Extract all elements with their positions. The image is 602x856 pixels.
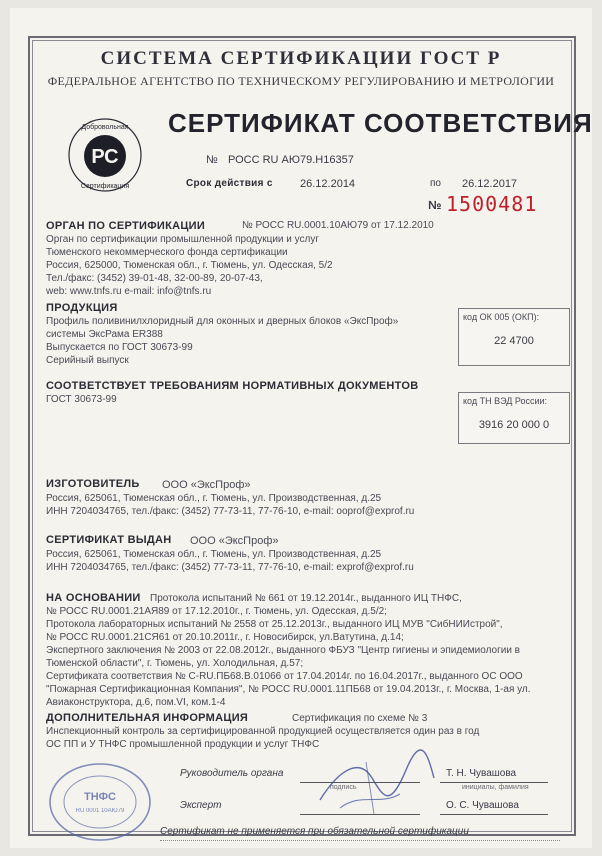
basis-line-6: Сертификата соответствия № С-RU.ПБ68.В.01066 от 17.04.2014г. по 16.04.2017г., выданного ОС ООО — [46, 671, 523, 682]
expert-name-line — [440, 814, 548, 815]
cert-body-line-2: Тюменского некоммерческого фонда сертификации — [46, 247, 288, 258]
issued-to-line-1: Россия, 625061, Тюменская обл., г. Тюмень, ул. Производственная, д.25 — [46, 549, 382, 560]
head-sign-caption: подпись — [330, 784, 357, 791]
manufacturer-name: ООО «ЭксПроф» — [162, 479, 251, 491]
tnved-code-box — [458, 392, 570, 444]
cert-body-label: ОРГАН ПО СЕРТИФИКАЦИИ — [46, 220, 206, 232]
cert-body-line-5: web: www.tnfs.ru e-mail: info@tnfs.ru — [46, 286, 212, 297]
conformity-label: СООТВЕТСТВУЕТ ТРЕБОВАНИЯМ НОРМАТИВНЫХ ДОКУМЕНТОВ — [46, 380, 419, 392]
cert-body-line-3: Россия, 625000, Тюменская обл., г. Тюмень, ул. Одесская, 5/2 — [46, 260, 333, 271]
logo-top-text: Добровольная — [81, 124, 129, 131]
issued-to-label: СЕРТИФИКАТ ВЫДАН — [46, 534, 172, 546]
additional-line-2: ОС ПП и У ТНФС промышленной продукции и услуг ТНФС — [46, 739, 320, 750]
certificate-title: СЕРТИФИКАТ СООТВЕТСТВИЯ — [168, 108, 593, 138]
stamp-code: RU 0001 10АЮ79 — [75, 808, 125, 814]
validity-label: Срок действия с — [186, 178, 273, 189]
additional-label: ДОПОЛНИТЕЛЬНАЯ ИНФОРМАЦИЯ — [46, 712, 249, 724]
manufacturer-line-1: Россия, 625061, Тюменская обл., г. Тюмень, ул. Производственная, д.25 — [46, 493, 382, 504]
head-name: Т. Н. Чувашова — [446, 768, 517, 779]
serial-prefix: № — [428, 198, 442, 212]
head-label: Руководитель органа — [180, 768, 284, 779]
basis-label: НА ОСНОВАНИИ — [46, 592, 141, 604]
tnved-code-value: 3916 20 000 0 — [478, 419, 550, 431]
logo-bottom-text: Сертификация — [80, 183, 130, 190]
footer-divider — [160, 840, 560, 841]
additional-scheme: Сертификация по схеме № 3 — [292, 713, 428, 724]
expert-name: О. С. Чувашова — [446, 800, 519, 811]
okp-code-box — [458, 308, 570, 366]
basis-line-5: Тюменской области", г. Тюмень, ул. Холодильная, д.57; — [46, 658, 304, 669]
stamp-text: ТНФС — [84, 791, 116, 803]
round-stamp — [42, 756, 164, 844]
product-label: ПРОДУКЦИЯ — [46, 302, 118, 314]
logo-mark: РС — [91, 146, 119, 168]
manufacturer-label: ИЗГОТОВИТЕЛЬ — [46, 478, 140, 490]
valid-to: 26.12.2017 — [462, 178, 518, 190]
reg-number-prefix: № — [206, 154, 218, 166]
basis-first-line: Протокола испытаний № 661 от 19.12.2014г., выданного ИЦ ТНФС, — [150, 593, 462, 604]
cert-body-line-1: Орган по сертификации промышленной продукции и услуг — [46, 234, 320, 245]
cert-body-reg: № РОСС RU.0001.10АЮ79 от 17.12.2010 — [242, 220, 434, 231]
basis-line-3: № РОСС RU.0001.21СЯ61 от 20.10.2011г., г. Новосибирск, ул.Ватутина, д.14; — [46, 632, 404, 643]
issued-to-line-2: ИНН 7204034765, тел./факс: (3452) 77-73-11, 77-76-10, e-mail: exprof@exprof.ru — [46, 562, 414, 573]
certificate-sheet — [10, 8, 592, 848]
product-line-3: Выпускается по ГОСТ 30673-99 — [46, 342, 193, 353]
tnved-code-caption: код ТН ВЭД России: — [463, 396, 548, 406]
basis-line-1: № РОСС RU.0001.21АЯ89 от 17.12.2010г., г. Тюмень, ул. Одесская, д.5/2; — [46, 606, 387, 617]
manufacturer-line-2: ИНН 7204034765, тел./факс: (3452) 77-73-11, 77-76-10, e-mail: ooprof@exprof.ru — [46, 506, 415, 517]
serial-number: 1500481 — [446, 192, 538, 216]
head-name-line — [440, 782, 548, 783]
basis-line-7: "Пожарная Сертификационная Компания", № РОСС RU.0001.11ПБ68 от 19.04.2013г., г. Москва, 1-ая ул. — [46, 684, 531, 695]
gost-r-logo — [66, 116, 144, 194]
okp-code-value: 22 4700 — [494, 335, 534, 347]
system-title: СИСТЕМА СЕРТИФИКАЦИИ ГОСТ Р — [100, 48, 502, 69]
okp-code-caption: код ОК 005 (ОКП): — [463, 312, 540, 322]
product-line-1: Профиль поливинилхлоридный для оконных и дверных блоков «ЭксПроф» — [46, 316, 399, 327]
footer-note: Сертификат не применяется при обязательной сертификации — [160, 826, 469, 837]
head-initials-caption: инициалы, фамилия — [462, 784, 529, 791]
agency-name: ФЕДЕРАЛЬНОЕ АГЕНТСТВО ПО ТЕХНИЧЕСКОМУ РЕГУЛИРОВАНИЮ И МЕТРОЛОГИИ — [47, 74, 555, 88]
additional-line-1: Инспекционный контроль за сертифицированной продукцией осуществляется один раз в год — [46, 726, 480, 737]
valid-from: 26.12.2014 — [300, 178, 356, 190]
product-line-2: системы ЭксРама ER388 — [46, 329, 163, 340]
conformity-standard: ГОСТ 30673-99 — [46, 394, 117, 405]
handwritten-signature — [310, 748, 440, 818]
basis-line-2: Протокола лабораторных испытаний № 2558 от 25.12.2013г., выданного ИЦ МУВ "СибНИИстрой", — [46, 619, 503, 630]
expert-label: Эксперт — [180, 800, 222, 811]
reg-number: РОСС RU АЮ79.Н16357 — [228, 154, 354, 166]
valid-to-label: по — [430, 178, 441, 189]
issued-to-name: ООО «ЭксПроф» — [190, 535, 279, 547]
basis-line-4: Экспертного заключения № 2003 от 22.08.2012г., выданного ФБУЗ "Центр гигиены и эпидемиологии в — [46, 645, 520, 656]
basis-line-8: Авиаконструктора, д.6, пом.VI, ком.1-4 — [46, 697, 226, 708]
cert-body-line-4: Тел./факс: (3452) 39-01-48, 32-00-89, 20-07-43, — [46, 273, 263, 284]
product-line-4: Серийный выпуск — [46, 355, 129, 366]
